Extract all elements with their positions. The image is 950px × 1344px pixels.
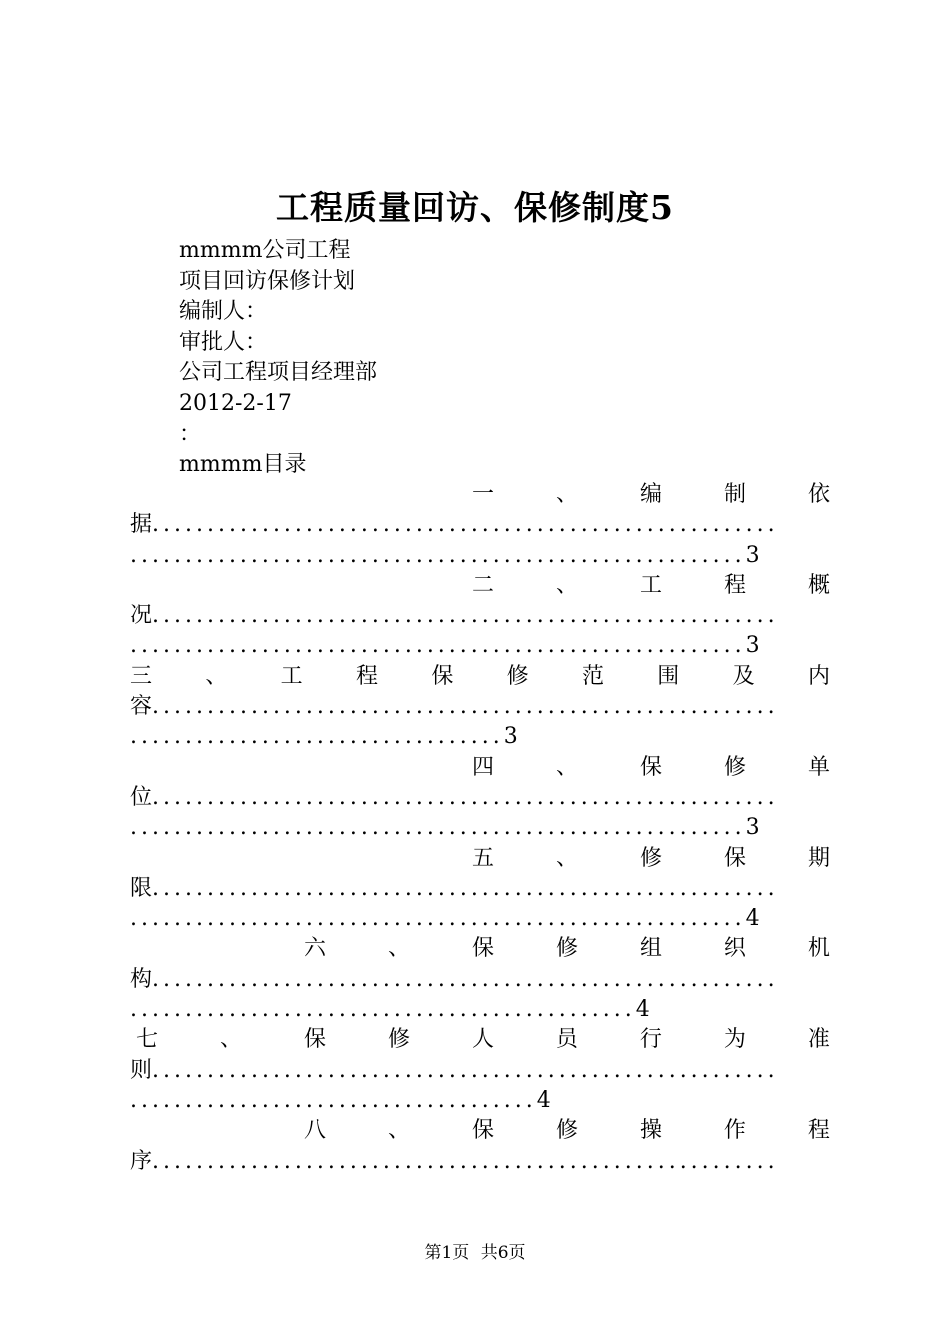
document-title: 工程质量回访、保修制度5 [276,188,674,227]
table-of-contents [130,480,830,1177]
toc-dot-leader: ..................................... [130,1087,537,1113]
toc-heading-char: 二 [472,572,495,598]
toc-dot-leader: .................................. [130,724,504,750]
toc-heading-char: 单 [807,754,830,780]
toc-page-row [130,722,830,752]
toc-heading-char: 四 [472,754,495,780]
toc-heading-last-char: 据 [130,512,153,538]
page-footer [0,1241,950,1265]
toc-leader-row [130,965,830,995]
toc-heading-char: 、 [387,1118,410,1144]
toc-heading-char: 人 [471,1027,494,1053]
toc-heading-char: 三 [130,663,153,689]
toc-heading-char: 修 [555,1118,578,1144]
toc-dot-leader: ......................................................... [152,1148,779,1174]
toc-heading-row [130,934,830,964]
toc-heading-char: 程 [723,572,746,598]
toc-heading-char: 期 [807,845,830,871]
toc-page-number: 3 [745,815,760,841]
page-total: 共6页 [480,1243,526,1263]
toc-heading-char: 保 [303,1027,326,1053]
toc-dot-leader: ........................................................ [130,542,746,568]
toc-heading-char: 保 [471,1118,494,1144]
toc-heading-char: 六 [304,936,327,962]
toc-heading-row [130,753,830,783]
toc-leader-row [130,692,830,722]
toc-heading-char: 程 [355,663,378,689]
toc-leader-row [130,874,830,904]
toc-heading-char: 编 [639,482,662,507]
toc-heading-last-char: 况 [130,603,153,629]
toc-heading-char: 工 [639,572,662,598]
toc-heading-char: 组 [639,936,662,962]
toc-heading-char: 修 [723,754,746,780]
toc-heading-char: 、 [387,936,410,962]
toc-heading-last-char: 限 [130,875,153,901]
toc-dot-leader: ........................................................ [130,815,746,841]
toc-heading-char: 概 [807,572,830,598]
toc-heading-char: 保 [431,663,454,689]
toc-heading-char: 、 [555,845,578,871]
toc-page-number: 3 [503,724,518,750]
toc-heading-char: 工 [280,663,303,689]
author-line: 编制人： [179,299,268,325]
toc-dot-leader: ......................................................... [152,603,779,629]
toc-heading-char: 、 [219,1027,242,1053]
toc-title: mmmm目录 [179,452,307,478]
toc-heading-char: 、 [555,572,578,598]
toc-heading-char: 操 [639,1118,662,1144]
toc-heading-char: 修 [639,845,662,871]
toc-heading-row [130,571,830,601]
toc-heading-char: 内 [807,663,830,689]
date-line: 2012-2-17 [179,390,292,416]
toc-heading-char: 、 [555,482,578,507]
toc-dot-leader: ........................................................ [130,633,746,659]
toc-heading-last-char: 构 [130,966,153,992]
toc-heading-char: 作 [723,1118,746,1144]
toc-heading-char: 修 [555,936,578,962]
toc-leader-row [130,783,830,813]
toc-heading-char: 行 [639,1027,662,1053]
toc-leader-row [130,601,830,631]
toc-heading-char: 一 [472,482,495,507]
plan-name-line: 项目回访保修计划 [179,268,356,294]
colon-line: ： [179,421,202,447]
toc-page-row [130,541,830,571]
approver-line: 审批人： [179,329,268,355]
toc-page-row [130,904,830,934]
page-number: 第1页 [424,1243,470,1263]
toc-page-row [130,1086,830,1116]
toc-heading-char: 修 [506,663,529,689]
toc-heading-char: 制 [723,482,746,507]
toc-heading-char: 机 [807,936,830,962]
toc-heading-char: 围 [657,663,680,689]
toc-heading-last-char: 位 [130,784,153,810]
toc-dot-leader: ......................................................... [152,694,779,720]
document-meta [179,236,377,481]
toc-heading-char: 八 [304,1118,327,1144]
toc-heading-row [130,1116,830,1146]
toc-page-number: 3 [745,542,760,568]
toc-heading-char: 保 [471,936,494,962]
toc-page-number: 4 [635,997,650,1023]
toc-heading-char: 五 [472,845,495,871]
toc-dot-leader: ......................................................... [152,875,779,901]
department-line: 公司工程项目经理部 [179,360,378,386]
toc-heading-char: 、 [555,754,578,780]
toc-dot-leader: .............................................. [130,997,636,1023]
toc-heading-char: 、 [205,663,228,689]
toc-heading-char: 织 [723,936,746,962]
toc-heading-row [130,480,830,510]
toc-page-row [130,631,830,661]
toc-heading-char: 保 [723,845,746,871]
toc-dot-leader: ......................................................... [152,1057,779,1083]
toc-page-row [130,813,830,843]
toc-leader-row [130,1147,830,1177]
toc-heading-row [130,1025,830,1055]
toc-leader-row [130,1056,830,1086]
toc-heading-char: 修 [387,1027,410,1053]
toc-heading-row [130,844,830,874]
company-project-line: mmmm公司工程 [179,238,351,263]
toc-heading-char: 准 [807,1027,830,1053]
toc-heading-char: 依 [807,482,830,507]
toc-heading-char: 员 [555,1027,578,1053]
toc-heading-last-char: 则 [130,1057,153,1083]
toc-dot-leader: ........................................................ [130,906,746,932]
toc-heading-char: 及 [732,663,755,689]
toc-dot-leader: ......................................................... [152,784,779,810]
toc-page-number: 4 [536,1087,551,1113]
toc-heading-char: 程 [807,1118,830,1144]
toc-page-row [130,995,830,1025]
toc-page-number: 4 [745,906,760,932]
toc-leader-row [130,510,830,540]
toc-page-number: 3 [745,633,760,659]
toc-heading-char: 保 [639,754,662,780]
toc-heading-last-char: 容 [130,694,153,720]
toc-heading-char: 为 [723,1027,746,1053]
toc-dot-leader: ......................................................... [152,966,779,992]
toc-heading-last-char: 序 [130,1148,153,1174]
toc-heading-char: 七 [136,1027,159,1053]
toc-dot-leader: ......................................................... [152,512,779,538]
toc-heading-char: 范 [581,663,604,689]
toc-heading-row [130,662,830,692]
